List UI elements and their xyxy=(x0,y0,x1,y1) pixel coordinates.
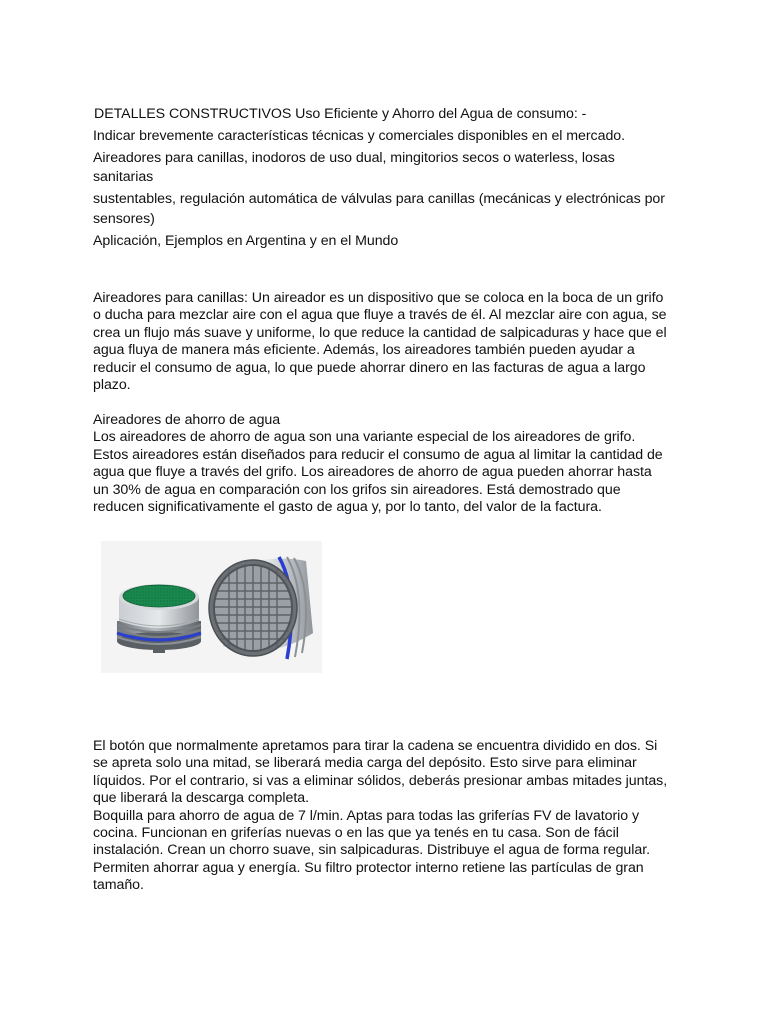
dual-flush-and-nozzle-paragraph xyxy=(93,738,683,895)
paragraph-line: Boquilla para ahorro de agua de 7 l/min. Aptas para todas las griferías FV de lavatorio y xyxy=(93,807,640,824)
paragraph-line: instalación. Crean un chorro suave, sin salpicaduras. Distribuye el agua de forma regular. xyxy=(93,842,650,859)
assignment-header xyxy=(93,106,683,250)
paragraph-line: se apreta solo una mitad, se liberará media carga del depósito. Esto sirve para eliminar xyxy=(93,755,637,772)
aerators-paragraph xyxy=(93,290,683,394)
header-line: DETALLES CONSTRUCTIVOS Uso Eficiente y Ahorro del Agua de consumo: - xyxy=(94,106,587,122)
paragraph-line: tamaño. xyxy=(93,877,144,894)
header-line: Indicar brevemente características técnicas y comerciales disponibles en el mercado. xyxy=(93,128,626,144)
paragraph-line: agua que fluye a través del grifo. Los aireadores de ahorro de agua pueden ahorrar hasta xyxy=(93,464,652,481)
header-line: Aplicación, Ejemplos en Argentina y en el Mundo xyxy=(93,232,399,249)
right-aerator xyxy=(209,557,313,659)
paragraph-line: Permiten ahorrar agua y energía. Su filtro protector interno retiene las partículas de gran xyxy=(93,859,644,876)
left-aerator xyxy=(117,584,201,653)
header-line: sensores) xyxy=(93,210,155,227)
header-line: sanitarias xyxy=(93,169,154,186)
water-saving-aerators-paragraph xyxy=(93,412,683,516)
paragraph-line: Estos aireadores están diseñados para reducir el consumo de agua al limitar la cantidad de xyxy=(93,446,663,463)
paragraph-line: reducen significativamente el gasto de agua y, por lo tanto, del valor de la factura. xyxy=(93,499,602,516)
aerators-photo xyxy=(101,541,322,673)
section-heading: Aireadores de ahorro de agua xyxy=(93,412,281,428)
paragraph-line: agua fluya de manera más eficiente. Además, los aireadores también pueden ayudar a xyxy=(93,342,635,359)
paragraph-line: reducir el consumo de agua, lo que puede ahorrar dinero en las facturas de agua a largo xyxy=(93,359,646,376)
paragraph-line: líquidos. Por el contrario, si vas a eliminar sólidos, deberás presionar ambas mitades juntas, xyxy=(93,772,668,789)
paragraph-line: El botón que normalmente apretamos para tirar la cadena se encuentra dividido en dos. Si xyxy=(93,738,658,754)
paragraph-line: Los aireadores de ahorro de agua son una variante especial de los aireadores de grifo. xyxy=(93,429,636,446)
paragraph-line: que liberará la descarga completa. xyxy=(93,790,309,807)
paragraph-line: crea un flujo más suave y uniforme, lo que reduce la cantidad de salpicaduras y hace que el xyxy=(93,324,667,341)
header-line: Aireadores para canillas, inodoros de uso dual, mingitorios secos o waterless, losas xyxy=(93,150,615,166)
paragraph-line: o ducha para mezclar aire con el agua que fluye a través de él. Al mezclar aire con agua, se xyxy=(93,307,667,324)
paragraph-line: Aireadores para canillas: Un aireador es un dispositivo que se coloca en la boca de un grifo xyxy=(93,290,664,306)
paragraph-line: cocina. Funcionan en griferías nuevas o en las que ya tenés en tu casa. Son de fácil xyxy=(93,825,619,842)
paragraph-line: plazo. xyxy=(93,377,131,394)
paragraph-line: un 30% de agua en comparación con los grifos sin aireadores. Está demostrado que xyxy=(93,481,621,498)
header-line: sustentables, regulación automática de válvulas para canillas (mecánicas y electrónicas por xyxy=(93,191,665,208)
